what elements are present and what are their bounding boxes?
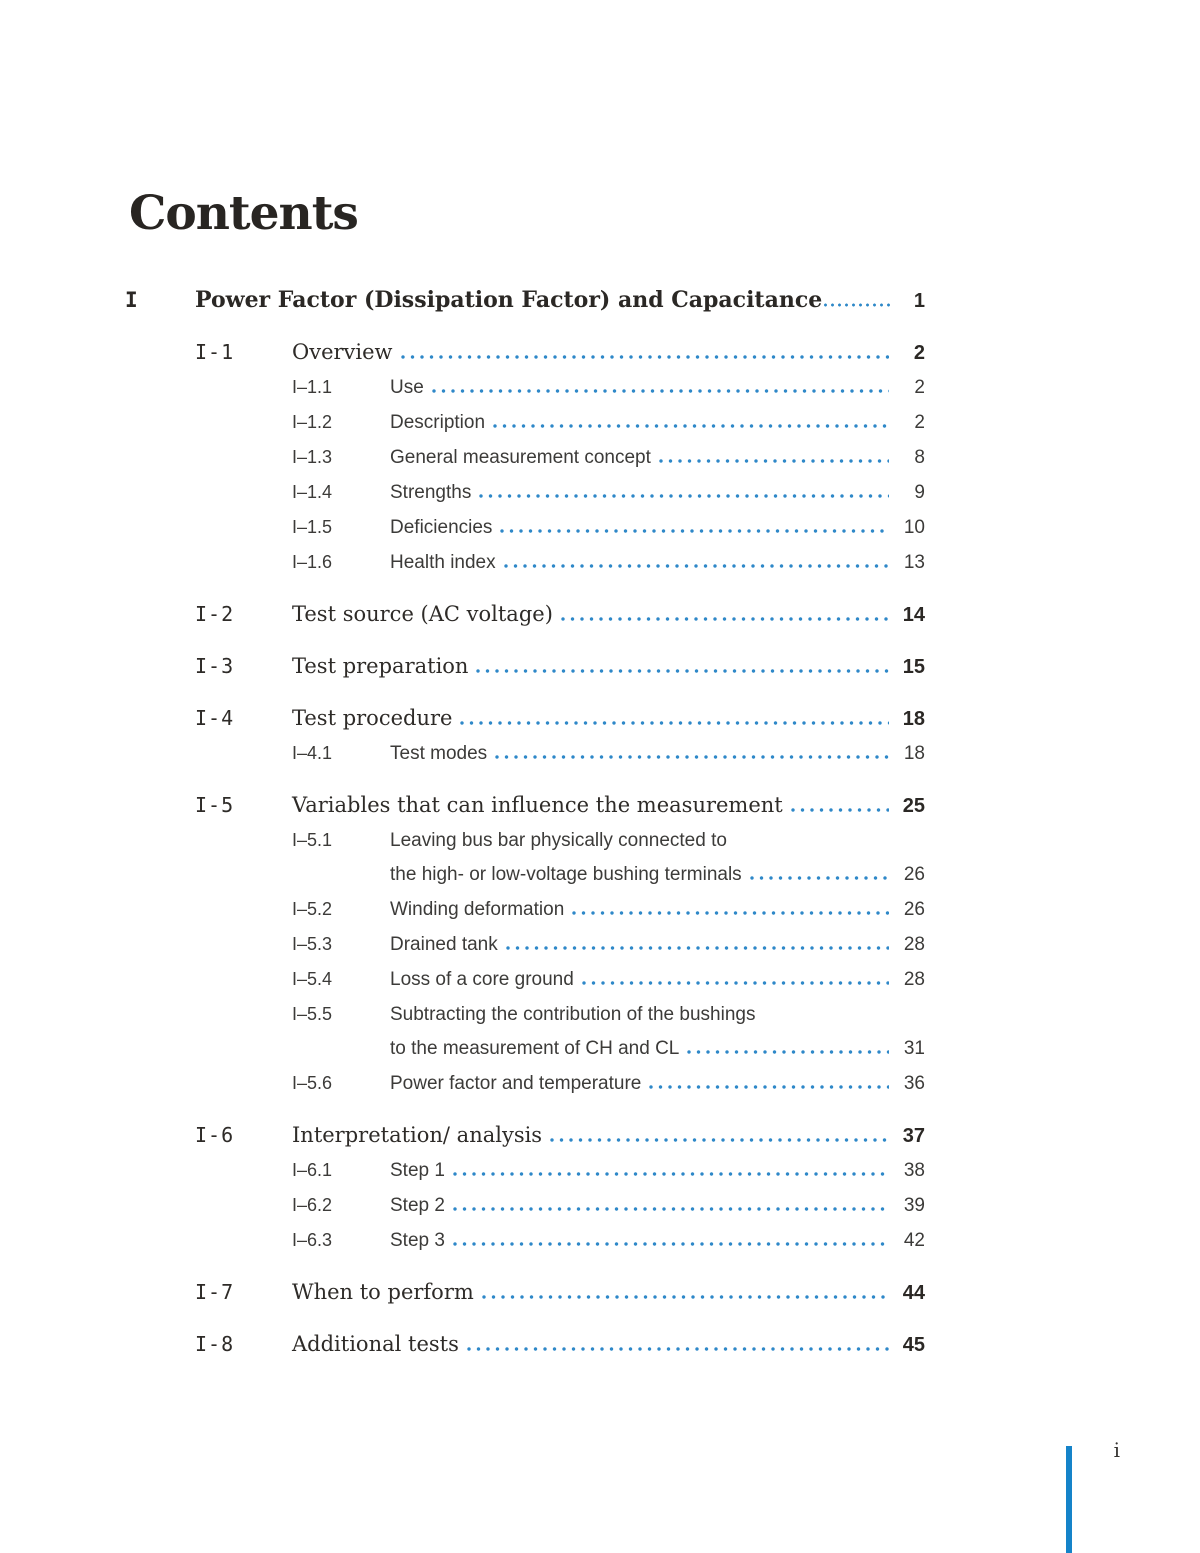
- dotted-leader: [432, 389, 889, 393]
- entry-number: I-5: [195, 793, 235, 817]
- toc-section-entry[interactable]: [125, 788, 925, 823]
- dotted-leader: [453, 1172, 889, 1176]
- entry-page-number: 2: [913, 342, 925, 364]
- entry-number: I–6.3: [292, 1230, 333, 1250]
- entry-page-number: 45: [902, 1334, 925, 1356]
- entry-title: Test procedure: [292, 706, 453, 730]
- toc-subsection-entry[interactable]: [125, 545, 925, 580]
- entry-page-number: 37: [902, 1125, 925, 1147]
- entry-page-number: 8: [914, 447, 925, 468]
- page-number-folio: i: [1113, 1438, 1120, 1462]
- entry-title: Step 1: [390, 1160, 445, 1181]
- entry-page-number: 38: [903, 1160, 925, 1181]
- entry-number: I-4: [195, 706, 235, 730]
- entry-number: I–5.3: [292, 934, 333, 954]
- entry-title: the high- or low-voltage bushing terminals: [390, 864, 742, 885]
- toc-section-entry[interactable]: [125, 1275, 925, 1310]
- entry-title: Health index: [390, 552, 496, 573]
- toc-subsection-entry[interactable]: [125, 440, 925, 475]
- entry-title: Additional tests: [292, 1332, 459, 1356]
- entry-page-number: 31: [903, 1038, 925, 1059]
- entry-number: I-1: [195, 340, 235, 364]
- entry-title: Test preparation: [292, 654, 469, 678]
- toc-section-entry[interactable]: [125, 701, 925, 736]
- toc-subsection-entry[interactable]: [125, 927, 925, 962]
- entry-number: I–1.4: [292, 482, 333, 502]
- entry-title: Use: [390, 377, 424, 398]
- entry-number: I–5.5: [292, 1004, 333, 1024]
- entry-title: to the measurement of CH and CL: [390, 1038, 680, 1059]
- entry-page-number: 13: [903, 552, 925, 573]
- entry-page-number: 10: [903, 517, 925, 538]
- entry-title: Description: [390, 412, 486, 433]
- entry-title: Test modes: [390, 743, 488, 764]
- toc-subsection-entry[interactable]: [125, 1066, 925, 1101]
- entry-title: Variables that can influence the measurement: [292, 793, 783, 817]
- entry-number: I–1.3: [292, 447, 333, 467]
- entry-number: I–1.5: [292, 517, 333, 537]
- entry-title: Step 3: [390, 1230, 445, 1251]
- toc-subsection-entry[interactable]: [125, 370, 925, 405]
- entry-number: I-3: [195, 654, 235, 678]
- toc-subsection-entry[interactable]: [125, 475, 925, 510]
- entry-title: Power factor and temperature: [390, 1073, 642, 1094]
- toc-subsection-entry-continuation[interactable]: [125, 1032, 925, 1066]
- entry-number: I–1.6: [292, 552, 333, 572]
- entry-page-number: 1: [913, 290, 925, 312]
- entry-page-number: 25: [902, 795, 925, 817]
- entry-number: I–6.2: [292, 1195, 333, 1215]
- dotted-leader: [649, 1085, 889, 1089]
- entry-title: Overview: [292, 340, 393, 364]
- entry-page-number: 42: [903, 1230, 925, 1251]
- toc-subsection-entry[interactable]: [125, 1188, 925, 1223]
- toc-subsection-entry[interactable]: [125, 823, 925, 858]
- entry-title: Leaving bus bar physically connected to: [390, 830, 727, 851]
- table-of-contents: [125, 283, 925, 1362]
- dotted-leader: [479, 494, 889, 498]
- entry-number: I-2: [195, 602, 235, 626]
- entry-number: I–5.2: [292, 899, 333, 919]
- toc-subsection-entry[interactable]: [125, 892, 925, 927]
- entry-page-number: 26: [903, 864, 925, 885]
- entry-number: I–1.1: [292, 377, 333, 397]
- folio-accent-bar: [1066, 1446, 1072, 1553]
- dotted-leader: [401, 355, 889, 359]
- dotted-leader: [550, 1138, 889, 1142]
- dotted-leader: [476, 669, 889, 673]
- toc-section-entry[interactable]: [125, 649, 925, 684]
- dotted-leader: [750, 876, 889, 880]
- entry-page-number: 28: [903, 969, 925, 990]
- toc-chapter-entry[interactable]: [125, 283, 925, 318]
- entry-title: Power Factor (Dissipation Factor) and Capacitance: [195, 287, 823, 313]
- toc-section-entry[interactable]: [125, 597, 925, 632]
- entry-title: Step 2: [390, 1195, 445, 1216]
- page-title: Contents: [129, 186, 358, 241]
- entry-page-number: 18: [902, 708, 925, 730]
- dotted-leader: [467, 1347, 889, 1351]
- dotted-leader: [504, 564, 889, 568]
- entry-number: I–1.2: [292, 412, 333, 432]
- entry-number: I–4.1: [292, 743, 333, 763]
- toc-subsection-entry[interactable]: [125, 997, 925, 1032]
- entry-title: Drained tank: [390, 934, 498, 955]
- dotted-leader: [791, 808, 889, 812]
- entry-title: Test source (AC voltage): [292, 602, 553, 626]
- toc-subsection-entry[interactable]: [125, 510, 925, 545]
- entry-page-number: 44: [902, 1282, 925, 1304]
- dotted-leader: [506, 946, 889, 950]
- dotted-leader: [453, 1242, 889, 1246]
- entry-title: General measurement concept: [390, 447, 651, 468]
- entry-page-number: 9: [914, 482, 925, 503]
- dotted-leader: [493, 424, 889, 428]
- dotted-leader: [687, 1050, 889, 1054]
- entry-page-number: 39: [903, 1195, 925, 1216]
- entry-number: I–5.1: [292, 830, 333, 850]
- entry-number: I–6.1: [292, 1160, 333, 1180]
- entry-number: I–5.4: [292, 969, 333, 989]
- dotted-leader: [572, 911, 889, 915]
- entry-title: Loss of a core ground: [390, 969, 574, 990]
- entry-title: Strengths: [390, 482, 472, 503]
- toc-subsection-entry-continuation[interactable]: [125, 858, 925, 892]
- entry-page-number: 18: [903, 743, 925, 764]
- entry-title: Interpretation/ analysis: [292, 1123, 543, 1147]
- dotted-leader: [582, 981, 889, 985]
- entry-title: Winding deformation: [390, 899, 565, 920]
- entry-page-number: 26: [903, 899, 925, 920]
- toc-subsection-entry[interactable]: [125, 405, 925, 440]
- dotted-leader: [824, 303, 891, 307]
- toc-section-entry[interactable]: [125, 335, 925, 370]
- entry-number: I: [125, 288, 138, 312]
- dotted-leader: [495, 755, 889, 759]
- entry-page-number: 36: [903, 1073, 925, 1094]
- entry-number: I–5.6: [292, 1073, 333, 1093]
- dotted-leader: [659, 459, 889, 463]
- entry-page-number: 28: [903, 934, 925, 955]
- toc-section-entry[interactable]: [125, 1118, 925, 1153]
- dotted-leader: [482, 1295, 889, 1299]
- dotted-leader: [500, 529, 889, 533]
- entry-page-number: 14: [902, 604, 925, 626]
- entry-number: I-6: [195, 1123, 235, 1147]
- toc-subsection-entry[interactable]: [125, 1223, 925, 1258]
- toc-subsection-entry[interactable]: [125, 736, 925, 771]
- dotted-leader: [561, 617, 889, 621]
- entry-title: Deficiencies: [390, 517, 493, 538]
- toc-subsection-entry[interactable]: [125, 1153, 925, 1188]
- entry-number: I-8: [195, 1332, 235, 1356]
- entry-page-number: 2: [914, 412, 925, 433]
- entry-title: Subtracting the contribution of the bushings: [390, 1004, 756, 1025]
- entry-title: When to perform: [292, 1280, 474, 1304]
- toc-subsection-entry[interactable]: [125, 962, 925, 997]
- dotted-leader: [460, 721, 889, 725]
- entry-number: I-7: [195, 1280, 235, 1304]
- entry-page-number: 15: [902, 656, 925, 678]
- toc-section-entry[interactable]: [125, 1327, 925, 1362]
- entry-page-number: 2: [914, 377, 925, 398]
- dotted-leader: [453, 1207, 889, 1211]
